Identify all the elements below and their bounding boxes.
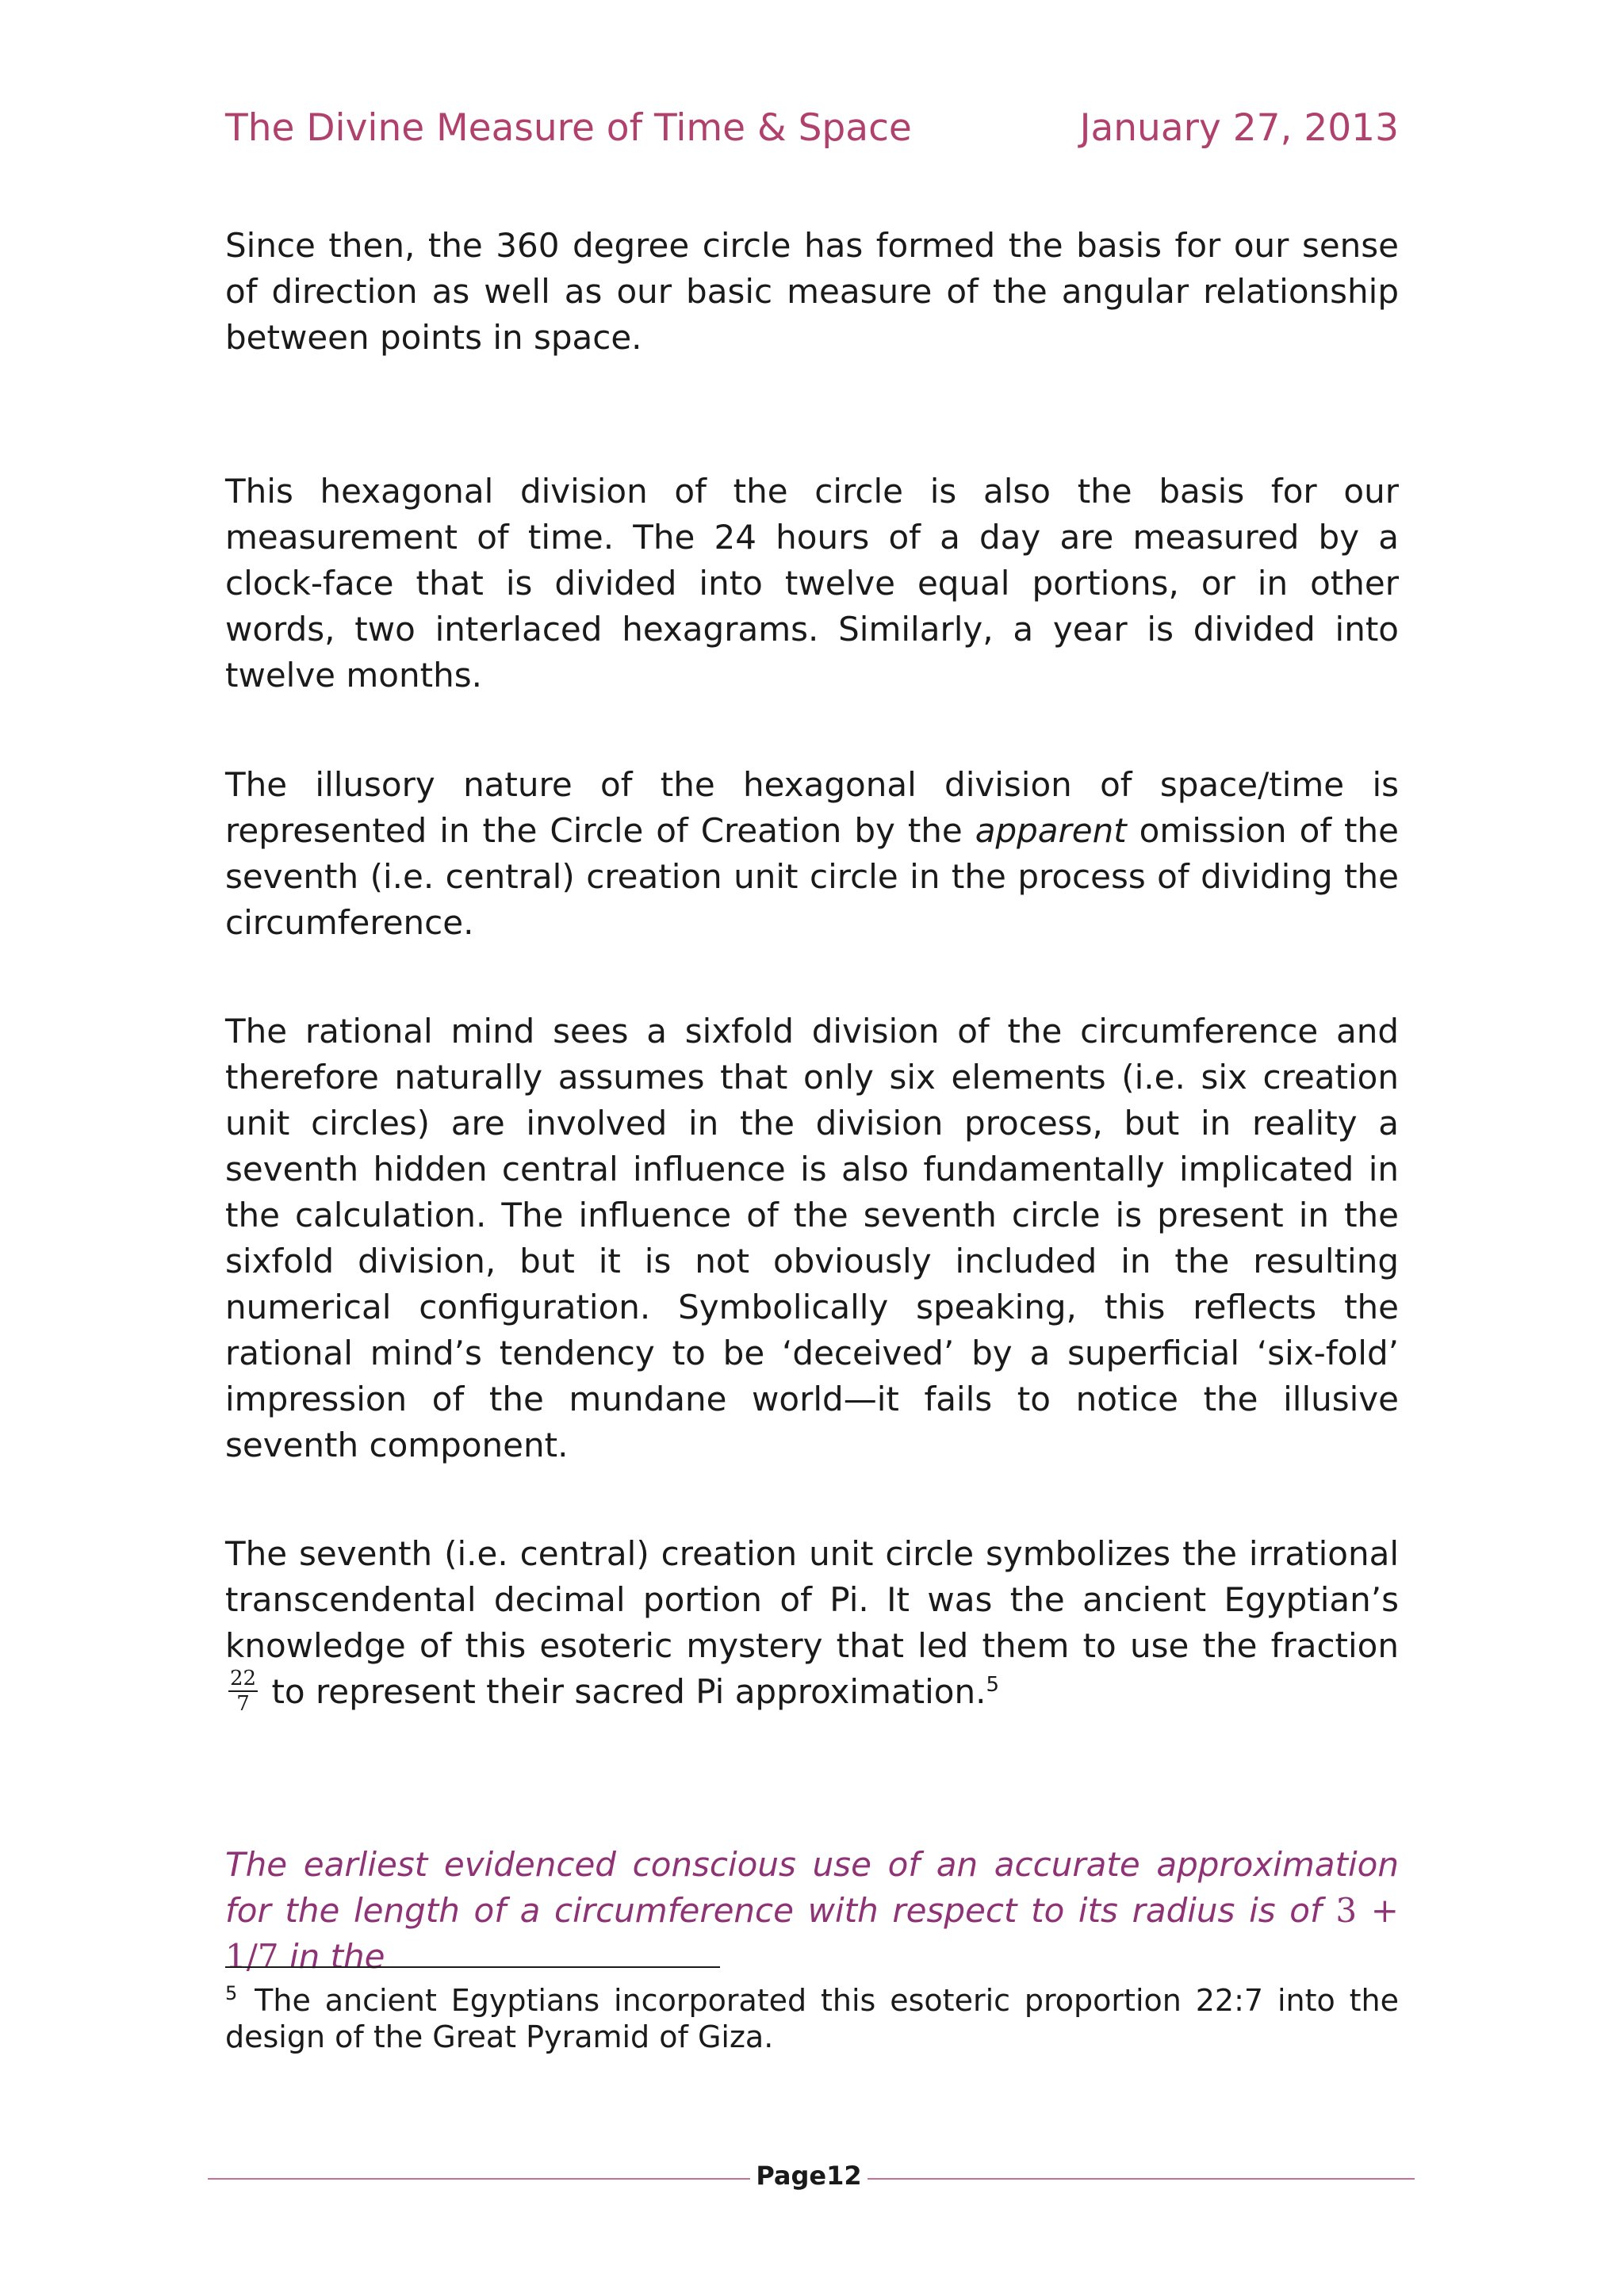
fraction-numerator: 22 [230,1666,257,1690]
footnote-number: 5 [225,1982,238,2005]
footer-rule-left [208,2178,750,2180]
quote-earliest-evidence [225,1842,1399,1980]
paragraph-illusory-nature [225,762,1399,946]
quote-text: in the [278,1937,385,1976]
document-title: The Divine Measure of Time & Space [225,106,912,150]
math-expression: 3 + 1/7 [225,1891,1399,1976]
quote-text: The earliest evidenced conscious use of an accurate approximation for the length of a circumference with respect to its radius is of [225,1845,1399,1930]
paragraph-text: The illusory nature of the hexagonal division of space/time is represented in the Circle of Creation by the [225,765,1399,850]
document-date: January 27, 2013 [1079,106,1399,150]
emphasis-apparent: apparent [975,811,1127,850]
paragraph-text: The seventh (i.e. central) creation unit circle symbolizes the irrational transcendental decimal portion of Pi. It was the ancient Egyptian’s knowledge of this esoteric mystery that led them to use the fraction [225,1534,1399,1665]
footnote-text: The ancient Egyptians incorporated this esoteric proportion 22:7 into the design of the Great Pyramid of Giza. [225,1983,1399,2054]
paragraph-text: This hexagonal division of the circle is also the basis for our measurement of time. The 24 hours of a day are measured by a clock-face that is divided into twelve equal portions, or in other words, two interlaced hexagrams. Similarly, a year is divided into twelve months. [225,472,1399,695]
paragraph-text: omission of the seventh (i.e. central) creation unit circle in the process of dividing the circumference. [225,811,1399,942]
paragraph-360-degree-circle [225,223,1399,361]
footnote-reference[interactable]: 5 [986,1673,1000,1697]
paragraph-hexagonal-time [225,469,1399,699]
paragraph-rational-mind [225,1009,1399,1468]
fraction-22-over-7 [228,1668,258,1714]
paragraph-seventh-circle [225,1531,1399,1717]
fraction-denominator: 7 [236,1691,250,1716]
page-header [225,106,1399,154]
footnote-divider [225,1966,720,1968]
page-number: Page12 [756,2161,862,2191]
footer-rule-right [868,2178,1415,2180]
footnote-5 [225,1982,1399,2055]
paragraph-text: The rational mind sees a sixfold division of the circumference and therefore naturally assumes that only six elements (i.e. six creation unit circles) are involved in the division process, but in reality a seventh hidden central influence is also fundamentally implicated in the calculation. The influence of the seventh circle is present in the sixfold division, but it is not obviously included in the resulting numerical configuration. Symbolically speaking, this reflects the rational mind’s tendency to be ‘deceived’ by a superficial ‘six-fold’ impression of the mundane world—it fails to notice the illusive seventh component. [225,1012,1399,1464]
paragraph-text: Since then, the 360 degree circle has formed the basis for our sense of direction as well as our basic measure of the angular relationship between points in space. [225,226,1399,357]
paragraph-text: to represent their sacred Pi approximation. [261,1672,986,1711]
